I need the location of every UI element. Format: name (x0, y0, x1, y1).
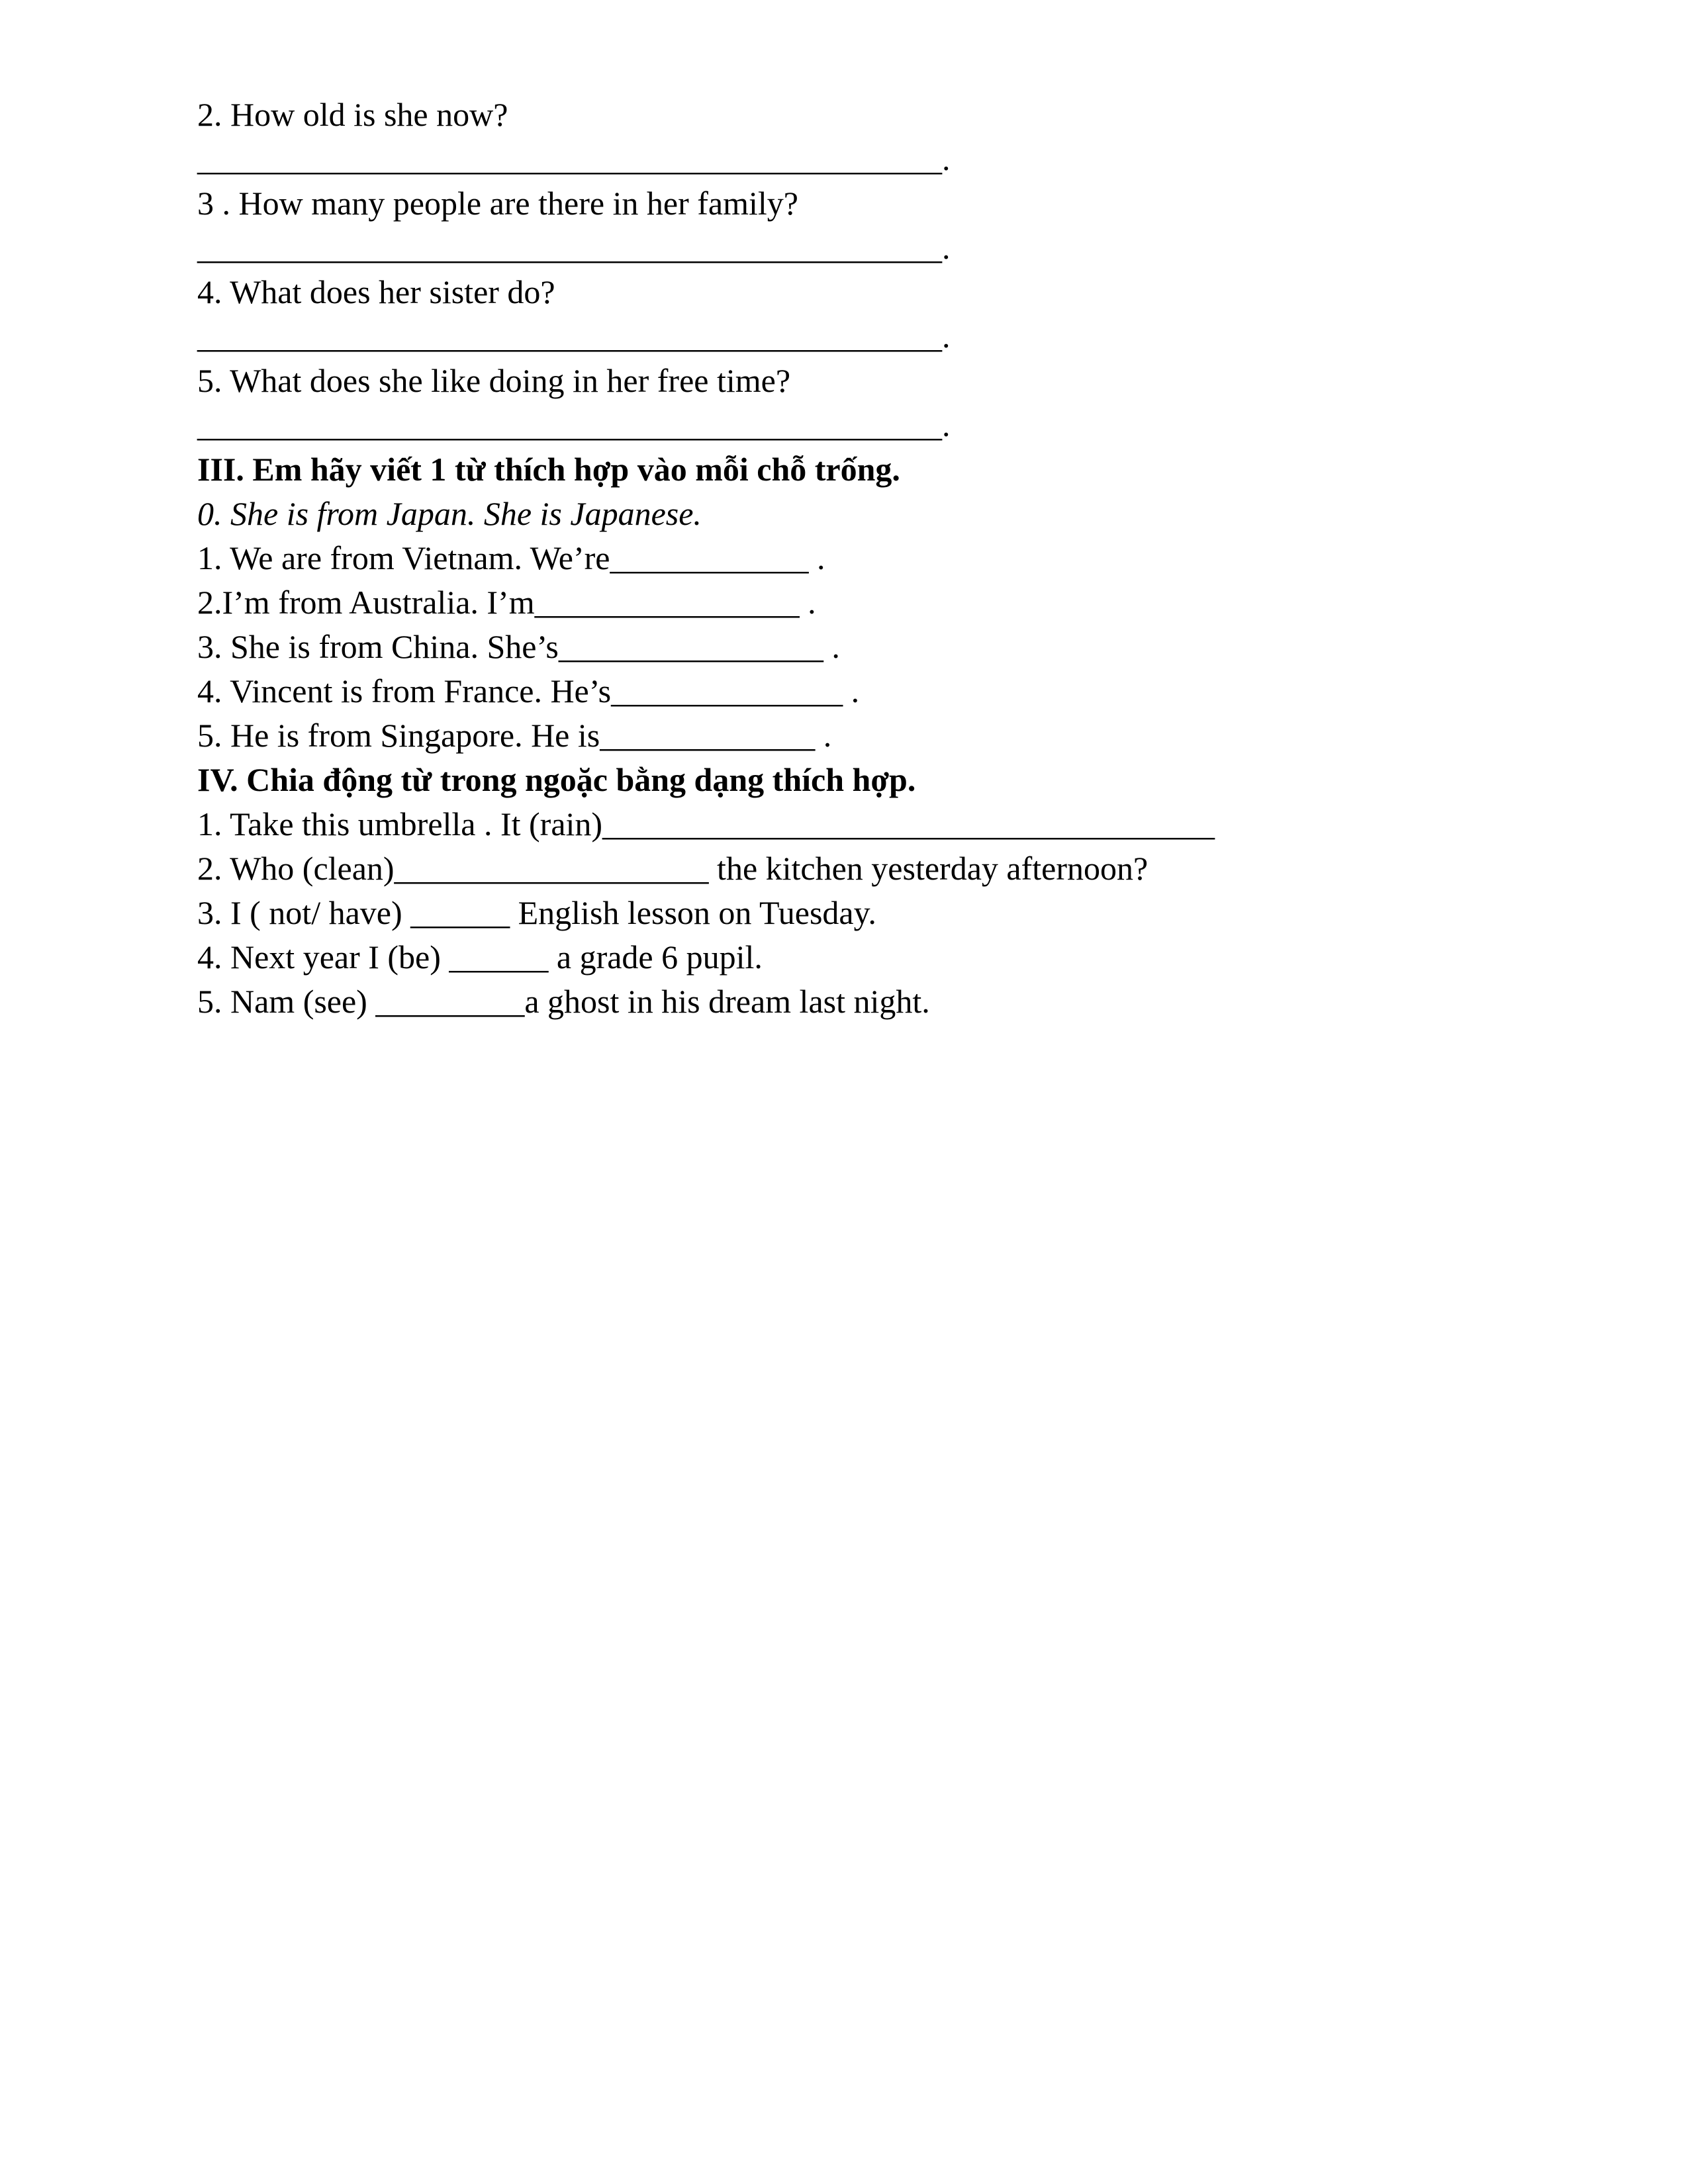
section-iv-heading: IV. Chia động từ trong ngoặc bằng dạng thích hợp. (197, 761, 916, 798)
section-iii-heading: III. Em hãy viết 1 từ thích hợp vào mỗi chỗ trống. (197, 451, 900, 488)
exercise-item: 1. We are from Vietnam. We’re____________ . (197, 539, 825, 576)
exercise-item: 4. Vincent is from France. He’s______________ . (197, 672, 860, 709)
answer-line-4: _____________________________________________. (197, 318, 951, 355)
section-iii (197, 447, 1521, 758)
exercise-item: 4. Next year I (be) ______ a grade 6 pupil. (197, 938, 763, 976)
exercise-item: 1. Take this umbrella . It (rain)_____________________________________ (197, 805, 1215, 842)
answer-line-5: _____________________________________________. (197, 406, 951, 443)
section-iii-example: 0. She is from Japan. She is Japanese. (197, 495, 702, 532)
worksheet-page (197, 93, 1521, 1024)
question-2: 2. How old is she now? (197, 96, 508, 133)
answer-line-3: _____________________________________________. (197, 229, 951, 266)
exercise-item: 5. Nam (see) _________a ghost in his dream last night. (197, 983, 930, 1020)
answer-line-2: _____________________________________________. (197, 140, 951, 177)
question-3: 3 . How many people are there in her family? (197, 185, 798, 222)
exercise-item: 3. She is from China. She’s________________ . (197, 628, 840, 665)
exercise-item: 2.I’m from Australia. I’m________________ . (197, 584, 816, 621)
exercise-item: 2. Who (clean)___________________ the kitchen yesterday afternoon? (197, 850, 1149, 887)
section-iv (197, 758, 1521, 1024)
question-4: 4. What does her sister do? (197, 273, 555, 310)
exercise-item: 3. I ( not/ have) ______ English lesson on Tuesday. (197, 894, 876, 931)
section-ii (197, 93, 1521, 447)
exercise-item: 5. He is from Singapore. He is_____________ . (197, 717, 832, 754)
question-5: 5. What does she like doing in her free time? (197, 362, 791, 399)
